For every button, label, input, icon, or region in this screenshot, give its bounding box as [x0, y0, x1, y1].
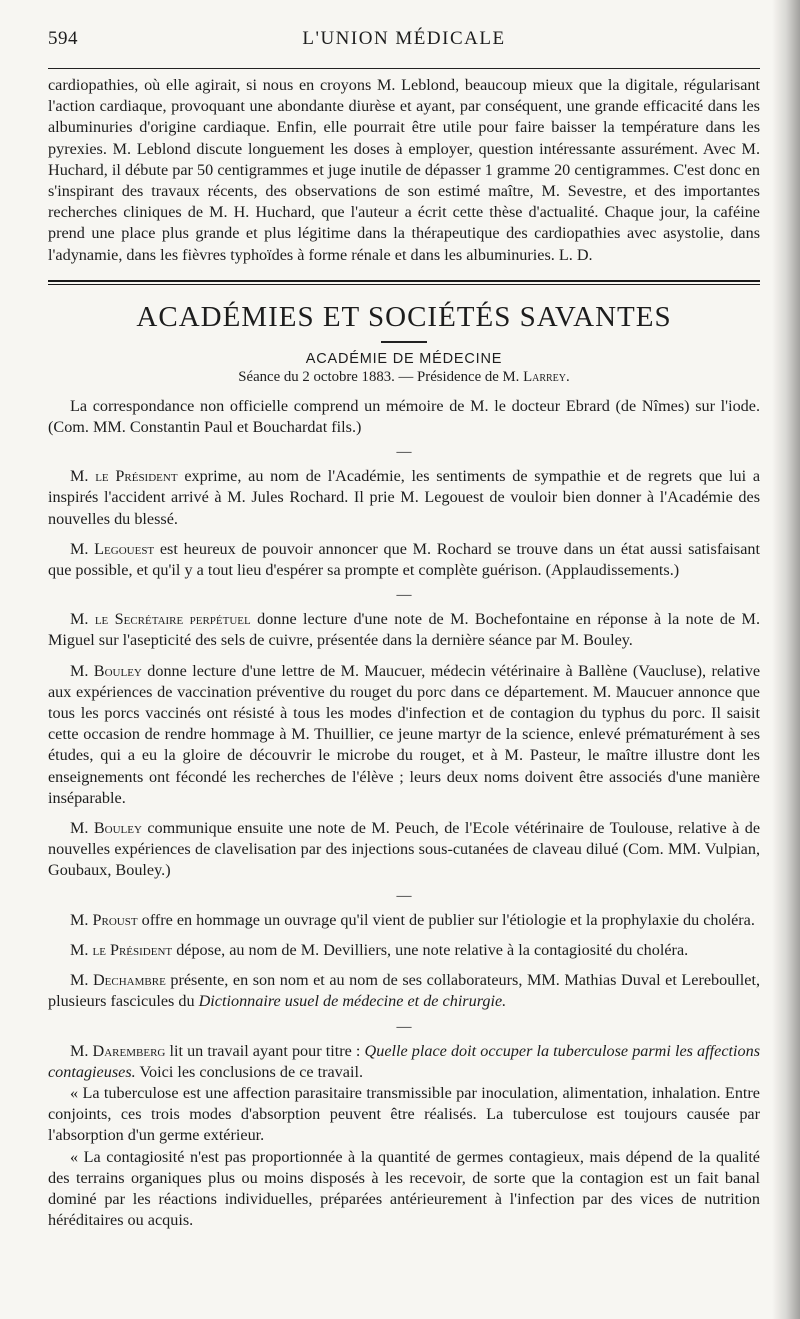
paragraph-daremberg: M. Daremberg lit un travail ayant pour titre : Quelle place doit occuper la tuberculose parmi les affections contagieuses. Voici les conclusions de ce travail. — [48, 1041, 760, 1081]
paragraph-president: M. le Président exprime, au nom de l'Académie, les sentiments de sympathie et de regrets que lui a inspirés l'accident arrivé à M. Jules Rochard. Il prie M. Legouest de vouloir bien donner à l'Académie des nouvelles du blessé. — [48, 467, 761, 528]
paragraph-secretaire: M. le Secrétaire perpétuel donne lecture d'une note de M. Bochefontaine en réponse à la note de M. Miguel sur l'asepticité des sels de cuivre, présentée dans la dernière séance par M. Bouley. — [48, 610, 761, 650]
paragraph-proust: M. Proust offre en hommage un ouvrage qu'il vient de publier sur l'étiologie et la prophylaxie du choléra. — [70, 910, 755, 929]
separator-dash: — — [396, 587, 412, 604]
conclusion-paragraph: « La tuberculose est une affection parasitaire transmissible par inoculation, alimentation, inhalation. Entre conjoints, ces trois modes d'absorption peuvent être réalisés. La tuberculose est toujours causée par l'absorption d'un germe extérieur. — [48, 1083, 760, 1145]
speaker-name: M. Dechambre — [70, 971, 166, 990]
page-number: 594 — [48, 28, 78, 49]
separator-dash: — — [396, 887, 412, 904]
subsection-title: ACADÉMIE DE MÉDECINE — [305, 350, 503, 367]
paragraph-bouley-letter: M. Bouley donne lecture d'une lettre de M. Maucuer, médecin vétérinaire à Ballène (Vaucluse), relative aux expériences de vaccination préventive du rouget du porc dans ce département. M. Maucuer annonce que tous les porcs vaccinés ont résisté à tous les modes d'infection et de contagion du typhus du porc. Il saisit cette occasion de rendre hommage à M. Thuillier, ce jeune martyr de la science, enlevé prématurément à ses études, qui a eu la gloire de découvrir le microbe du rouget, et à M. Pasteur, le maître illustre dont les enseignements ont fécondé les recherches de l'élève ; leurs deux noms doivent être associés d'une manière inséparable. — [48, 661, 761, 807]
work-title: Quelle place doit occuper la tuberculose parmi les affections contagieuses. — [48, 1041, 760, 1081]
speaker-name: M. le Président — [70, 467, 178, 486]
journal-title: L'UNION MÉDICALE — [302, 28, 506, 49]
separator-dash: — — [396, 444, 412, 461]
conclusion-paragraph: « La contagiosité n'est pas proportionnée à la quantité de germes contagieux, mais dépend de la qualité des terrains organiques plus ou moins disposés à les recevoir, de sorte que la contagion est un fait banal dominé par les réactions individuelles, préparées antérieurement à l'infection par des vices de nutrition héréditaires ou acquis. — [48, 1147, 760, 1230]
book-title: Dictionnaire usuel de médecine et de chirurgie. — [198, 992, 507, 1011]
intro-signature: L. D. — [558, 245, 593, 264]
intro-paragraph: cardiopathies, où elle agirait, si nous en croyons M. Leblond, beaucoup mieux que la digitale, régularisant l'action cardiaque, provoquant une abondante diurèse et ayant, par conséquent, une grande efficacité dans les albuminuries d'origine cardiaque. Enfin, elle pourrait être utile pour faire baisser la température dans les pyrexies. M. Leblond discute longuement les doses à employer, question intéressante assurément. Avec M. Huchard, il débute par 50 centigrammes et juge inutile de dépasser 1 gramme 20 centigrammes. C'est donc en s'inspirant des travaux récents, des observations de son estimé maître, M. Sevestre, et des importantes recherches cliniques de M. H. Huchard, que l'auteur a écrit cette thèse d'actualité. Chaque jour, la caféine prend une place plus grande et plus légitime dans la thérapeutique des cardiopathies avec asystolie, dans l'adynamie, dans les fièvres typhoïdes à forme rénale et dans les albuminuries. L. D. — [48, 76, 760, 264]
speaker-name: M. Bouley — [70, 819, 142, 838]
header-rule — [48, 68, 760, 69]
session-president: Larrey. — [523, 368, 570, 385]
page-edge-shadow — [772, 0, 800, 1319]
paragraph-correspondance: La correspondance non officielle comprend un mémoire de M. le docteur Ebrard (de Nîmes) sur l'iode. (Com. MM. Constantin Paul et Bouchardat fils.) — [48, 396, 760, 437]
session-line: Séance du 2 octobre 1883. — Présidence de M. Larrey. — [238, 368, 570, 385]
speaker-name: M. Proust — [70, 910, 138, 929]
speaker-name: M. le Président — [70, 940, 173, 959]
speaker-name: M. le Secrétaire perpétuel — [70, 610, 251, 629]
running-head — [48, 28, 760, 62]
section-short-rule — [381, 341, 427, 343]
paragraph-president-deposit: M. le Président dépose, au nom de M. Devilliers, une note relative à la contagiosité du choléra. — [70, 940, 689, 959]
speaker-name: M. Daremberg — [70, 1041, 166, 1060]
section-rule — [48, 280, 760, 285]
separator-dash: — — [396, 1018, 412, 1035]
speaker-name: M. Bouley — [70, 661, 142, 680]
section-title: ACADÉMIES ET SOCIÉTÉS SAVANTES — [136, 300, 672, 333]
paragraph-legouest: M. Legouest est heureux de pouvoir annoncer que M. Rochard se trouve dans un état aussi satisfaisant que possible, et qu'il y a tout lieu d'espérer sa prompte et complète guérison. (Applaudissements.) — [48, 539, 760, 580]
paragraph-bouley-note: M. Bouley communique ensuite une note de M. Peuch, de l'Ecole vétérinaire de Toulouse, relative à de nouvelles expériences de clavelisation par des injections sous-cutanées de claveau dilué (Com. MM. Vulpian, Goubaux, Bouley.) — [48, 819, 761, 880]
speaker-name: M. Legouest — [70, 539, 155, 558]
paragraph-dechambre: M. Dechambre présente, en son nom et au nom de ses collaborateurs, MM. Mathias Duval et Lereboullet, plusieurs fascicules du Dictionnaire usuel de médecine et de chirurgie. — [48, 971, 761, 1011]
